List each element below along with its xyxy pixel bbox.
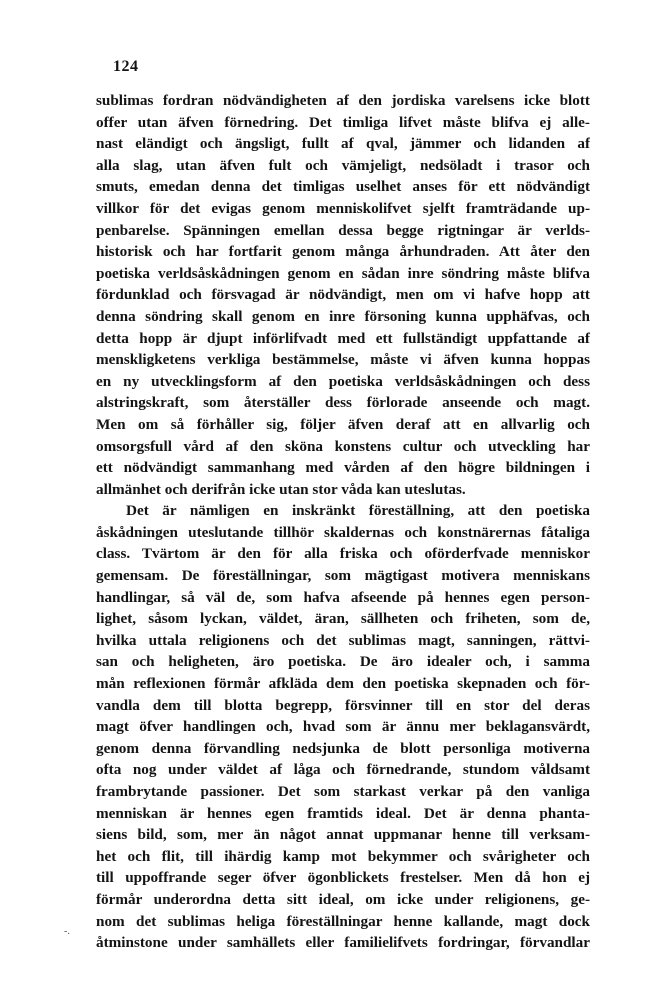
- text-line: handlingar, så väl de, som hafva afseende på hennes egen person-: [96, 588, 590, 606]
- text-line: genom denna förvandling nedsjunka de blott personliga motiverna: [96, 739, 590, 757]
- text-line: nast eländigt och ängsligt, fullt af qval, jämmer och lidanden af: [96, 135, 590, 153]
- text-line: denna söndring skall genom en inre försoning kunna upphäfvas, och: [96, 307, 590, 325]
- text-line: historisk och har fortfarit genom många århundraden. Att åter den: [96, 243, 590, 261]
- text-line: Men om så förhåller sig, följer äfven deraf att en allvarlig och: [96, 415, 590, 433]
- text-line: lighet, såsom lyckan, väldet, äran, sällheten och friheten, som de,: [96, 610, 590, 628]
- text-line: siens bild, som, mer än något annat uppmanar henne till verksam-: [96, 826, 590, 844]
- text-line: het och flit, till ihärdig kamp mot bekymmer och svårigheter och: [96, 847, 590, 865]
- text-line: menskligketens verkliga bestämmelse, måste vi äfven kunna hoppas: [96, 351, 590, 369]
- text-line: nom det sublimas heliga föreställningar henne kallande, magt dock: [96, 912, 590, 930]
- text-line: menniskan är hennes egen framtids ideal. Det är denna phanta-: [96, 804, 590, 822]
- text-line: åskådningen uteslutande tillhör skaldernas och konstnärernas fåtaliga: [96, 523, 590, 541]
- text-line: san och heligheten, äro poetiska. De äro idealer och, i samma: [96, 653, 590, 671]
- text-line: ett nödvändigt sammanhang med vården af den högre bildningen i: [96, 459, 590, 477]
- text-line: alstringskraft, som återställer dess förlorade anseende och magt.: [96, 394, 590, 412]
- body-text: [96, 90, 590, 954]
- text-line: förmår underordna detta sitt ideal, om icke under religionens, ge-: [96, 890, 590, 908]
- text-line: class. Tvärtom är den för alla friska och oförderfvade menniskor: [96, 545, 590, 563]
- corner-mark: -.: [64, 926, 70, 937]
- text-line: offer utan äfven förnedring. Det timliga lifvet måste blifva ej alle-: [96, 113, 590, 131]
- text-line: omsorgsfull vård af den sköna konstens cultur och utveckling har: [96, 437, 590, 455]
- text-line: hvilka uttala religionens och det sublimas magt, sanningen, rättvi-: [96, 631, 590, 649]
- text-line: en ny utvecklingsform af den poetiska verldsåskådningen och dess: [96, 372, 590, 390]
- text-line: mån reflexionen förmår afkläda dem den poetiska skepnaden och för-: [96, 675, 590, 693]
- text-line: frambrytande passioner. Det som starkast verkar på den vanliga: [96, 783, 590, 800]
- text-line: allmänhet och derifrån icke utan stor våda kan uteslutas.: [96, 480, 466, 498]
- text-line: sublimas fordran nödvändigheten af den jordiska varelsens icke blott: [96, 92, 590, 109]
- text-line: poetiska verldsåskådningen genom en sådan inre söndring måste blifva: [96, 264, 590, 282]
- text-line: villkor för det evigas genom menniskolifvet sjelft framträdande up-: [96, 199, 590, 217]
- text-line: ofta nog under väldet af låga och förnedrande, stundom våldsamt: [96, 761, 590, 779]
- text-line: alla slag, utan äfven fult och vämjeligt, nedsöladt i trasor och: [96, 156, 590, 174]
- text-line: smuts, emedan denna det timligas uselhet anses för ett nödvändigt: [96, 178, 590, 196]
- text-line: till uppoffrande seger öfver ögonblickets frestelser. Men då hon ej: [96, 869, 590, 887]
- text-line: vandla dem till blotta begrepp, försvinner till en stor del deras: [96, 696, 590, 714]
- text-line: magt öfver handlingen och, hvad som är ännu mer beklagansvärdt,: [96, 718, 590, 736]
- text-line: detta hopp är djupt införlifvadt med ett fullständigt uppfattande af: [96, 329, 590, 347]
- text-line: gemensam. De föreställningar, som mägtigast motivera menniskans: [96, 567, 590, 585]
- page-number: 124: [113, 58, 139, 75]
- text-line: penbarelse. Spänningen emellan dessa begge rigtningar är verlds-: [96, 221, 590, 239]
- text-line: åtminstone under samhällets eller familielifvets fordringar, förvandlar: [96, 934, 590, 952]
- text-line: Det är nämligen en inskränkt föreställning, att den poetiska: [126, 502, 590, 520]
- text-line: fördunklad och försvagad är nödvändigt, men om vi hafve hopp att: [96, 286, 590, 304]
